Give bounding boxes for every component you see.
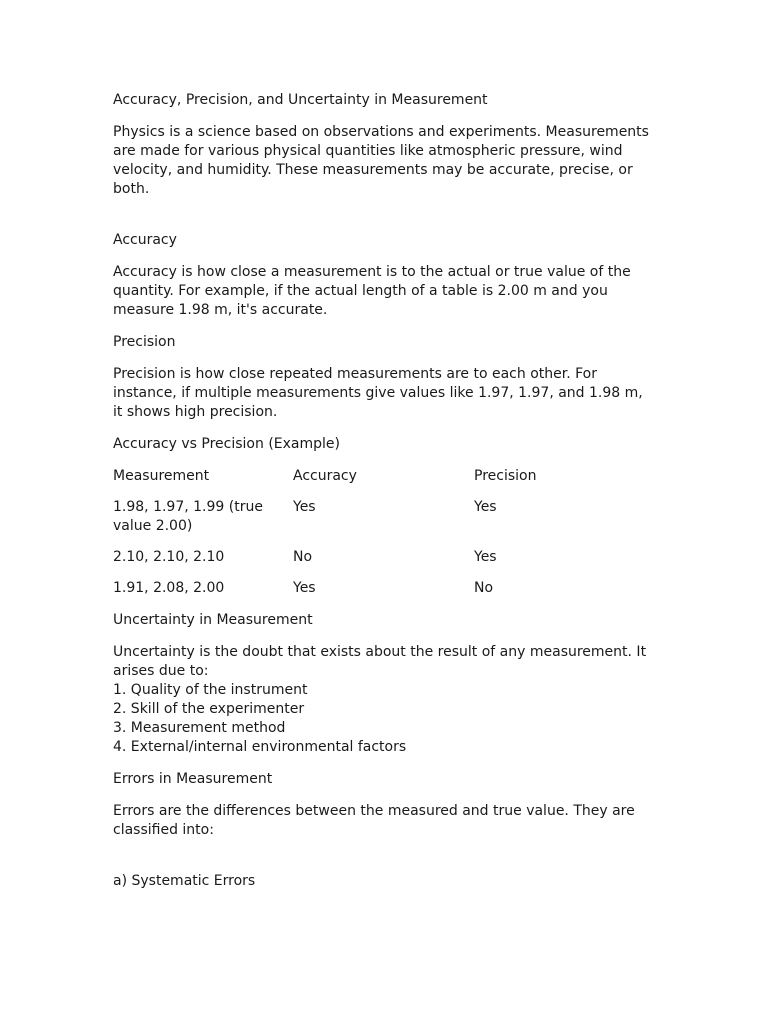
table-header-row — [113, 467, 653, 486]
table-row — [113, 498, 653, 536]
table-cell: Yes — [474, 549, 497, 565]
table-cell: No — [474, 580, 494, 596]
table-cell: Yes — [293, 499, 316, 515]
accuracy-heading: Accuracy — [113, 232, 177, 248]
errors-paragraph: Errors are the differences between the measured and true value. They are classified into: — [113, 803, 635, 838]
precision-paragraph: Precision is how close repeated measurements are to each other. For instance, if multiple measurements give values like 1.97, 1.97, and 1.98 m, it shows high precision. — [113, 366, 643, 420]
comparison-table — [113, 467, 653, 598]
list-item: 2. Skill of the experimenter — [113, 701, 305, 717]
table-cell: No — [293, 549, 313, 565]
uncertainty-section — [113, 643, 653, 757]
document-title: Accuracy, Precision, and Uncertainty in Measurement — [113, 92, 488, 108]
table-row — [113, 579, 653, 598]
table-heading: Accuracy vs Precision (Example) — [113, 436, 340, 452]
precision-heading: Precision — [113, 334, 176, 350]
uncertainty-paragraph: Uncertainty is the doubt that exists about the result of any measurement. It arises due to: — [113, 644, 647, 679]
table-header-cell: Accuracy — [293, 468, 357, 484]
table-header-cell: Measurement — [113, 468, 210, 484]
document-page — [113, 91, 653, 891]
table-header-cell: Precision — [474, 468, 537, 484]
uncertainty-heading: Uncertainty in Measurement — [113, 612, 313, 628]
accuracy-paragraph: Accuracy is how close a measurement is to the actual or true value of the quantity. For example, if the actual length of a table is 2.00 m and you measure 1.98 m, it's accurate. — [113, 264, 631, 318]
list-item: 1. Quality of the instrument — [113, 682, 308, 698]
table-cell: Yes — [293, 580, 316, 596]
table-cell: 1.98, 1.97, 1.99 (true value 2.00) — [113, 499, 263, 534]
list-item: 3. Measurement method — [113, 720, 286, 736]
table-cell: 2.10, 2.10, 2.10 — [113, 549, 225, 565]
table-cell: Yes — [474, 499, 497, 515]
table-cell: 1.91, 2.08, 2.00 — [113, 580, 225, 596]
uncertainty-causes-list — [113, 681, 653, 757]
intro-paragraph: Physics is a science based on observations and experiments. Measurements are made for various physical quantities like atmospheric pressure, wind velocity, and humidity. These measurements may be accurate, precise, or both. — [113, 124, 649, 197]
list-item: 4. External/internal environmental factors — [113, 739, 407, 755]
table-row — [113, 548, 653, 567]
errors-heading: Errors in Measurement — [113, 771, 273, 787]
systematic-errors-heading: a) Systematic Errors — [113, 873, 256, 889]
